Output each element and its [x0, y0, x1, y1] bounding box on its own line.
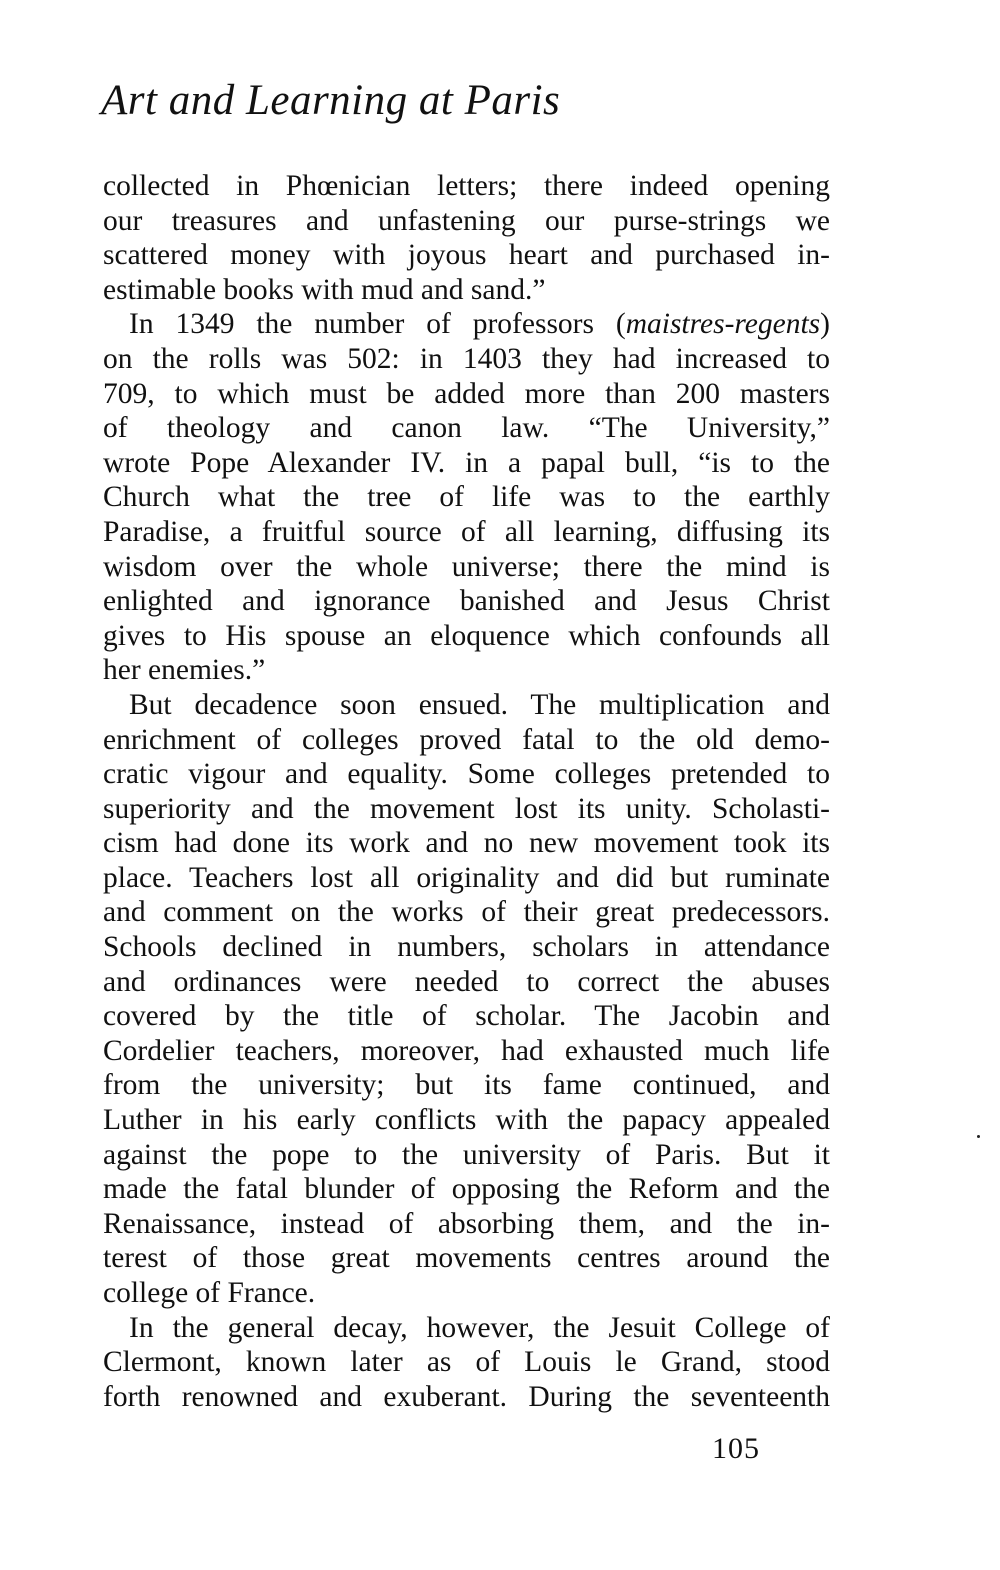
- text-line: made the fatal blunder of opposing the Reform and the: [103, 1173, 830, 1206]
- italic-term: maistres-regents: [625, 308, 821, 341]
- text-line: wisdom over the whole universe; there the mind is: [103, 550, 830, 583]
- text-line: cism had done its work and no new movement took its: [103, 827, 830, 860]
- text-line: on the rolls was 502: in 1403 they had increased to: [103, 342, 830, 375]
- text-line: from the university; but its fame continued, and: [103, 1069, 830, 1102]
- text-line: and ordinances were needed to correct the abuses: [103, 965, 830, 998]
- text-line: Paradise, a fruitful source of all learning, diffusing its: [103, 515, 830, 548]
- text-line: covered by the title of scholar. The Jacobin and: [103, 1000, 830, 1033]
- text-line: Clermont, known later as of Louis le Grand, stood: [103, 1346, 830, 1379]
- text-line: forth renowned and exuberant. During the seventeenth: [103, 1380, 830, 1413]
- text-line: enlighted and ignorance banished and Jesus Christ: [103, 585, 830, 618]
- paragraph-4: [103, 1311, 830, 1415]
- text-line: collected in Phœnician letters; there indeed opening: [103, 170, 830, 202]
- text-line: Renaissance, instead of absorbing them, and the in-: [103, 1207, 830, 1240]
- text-line: estimable books with mud and sand.”: [103, 273, 546, 306]
- text-line: of theology and canon law. “The University,”: [103, 412, 830, 445]
- text-line: In the general decay, however, the Jesuit College of: [129, 1311, 830, 1344]
- text-line: gives to His spouse an eloquence which confounds all: [103, 619, 830, 652]
- text-line: superiority and the movement lost its unity. Scholasti-: [103, 792, 830, 825]
- body-text: [103, 169, 830, 1414]
- text-line: But decadence soon ensued. The multiplication and: [129, 688, 830, 721]
- text-line: Luther in his early conflicts with the papacy appealed: [103, 1104, 830, 1137]
- text-line: cratic vigour and equality. Some colleges pretended to: [103, 758, 830, 791]
- text-line: our treasures and unfastening our purse-strings we: [103, 204, 830, 237]
- text-line: terest of those great movements centres around the: [103, 1242, 830, 1275]
- text-line: 709, to which must be added more than 200 masters: [103, 377, 830, 410]
- text-line: her enemies.”: [103, 654, 266, 687]
- text-line: college of France.: [103, 1277, 316, 1309]
- running-head: Art and Learning at Paris: [101, 77, 561, 124]
- text-line-with-italic: [103, 307, 830, 342]
- scan-speck: [977, 1135, 980, 1138]
- text-line: scattered money with joyous heart and purchased in-: [103, 239, 830, 272]
- page-number: 105: [712, 1432, 760, 1465]
- text-line: and comment on the works of their great predecessors.: [103, 896, 830, 929]
- text-line: Schools declined in numbers, scholars in attendance: [103, 931, 830, 964]
- text-line: enrichment of colleges proved fatal to the old demo-: [103, 723, 830, 756]
- text-line: Church what the tree of life was to the earthly: [103, 481, 830, 514]
- text-span: In 1349 the number of professors (: [129, 308, 626, 341]
- paragraph-3: [103, 688, 830, 1311]
- text-line: wrote Pope Alexander IV. in a papal bull, “is to the: [103, 446, 830, 479]
- text-line: place. Teachers lost all originality and did but ruminate: [103, 861, 830, 894]
- text-line: Cordelier teachers, moreover, had exhausted much life: [103, 1034, 830, 1067]
- text-line: against the pope to the university of Paris. But it: [103, 1138, 830, 1171]
- paragraph-1: [103, 169, 830, 307]
- paragraph-2: [103, 307, 830, 688]
- text-span: ): [820, 308, 830, 341]
